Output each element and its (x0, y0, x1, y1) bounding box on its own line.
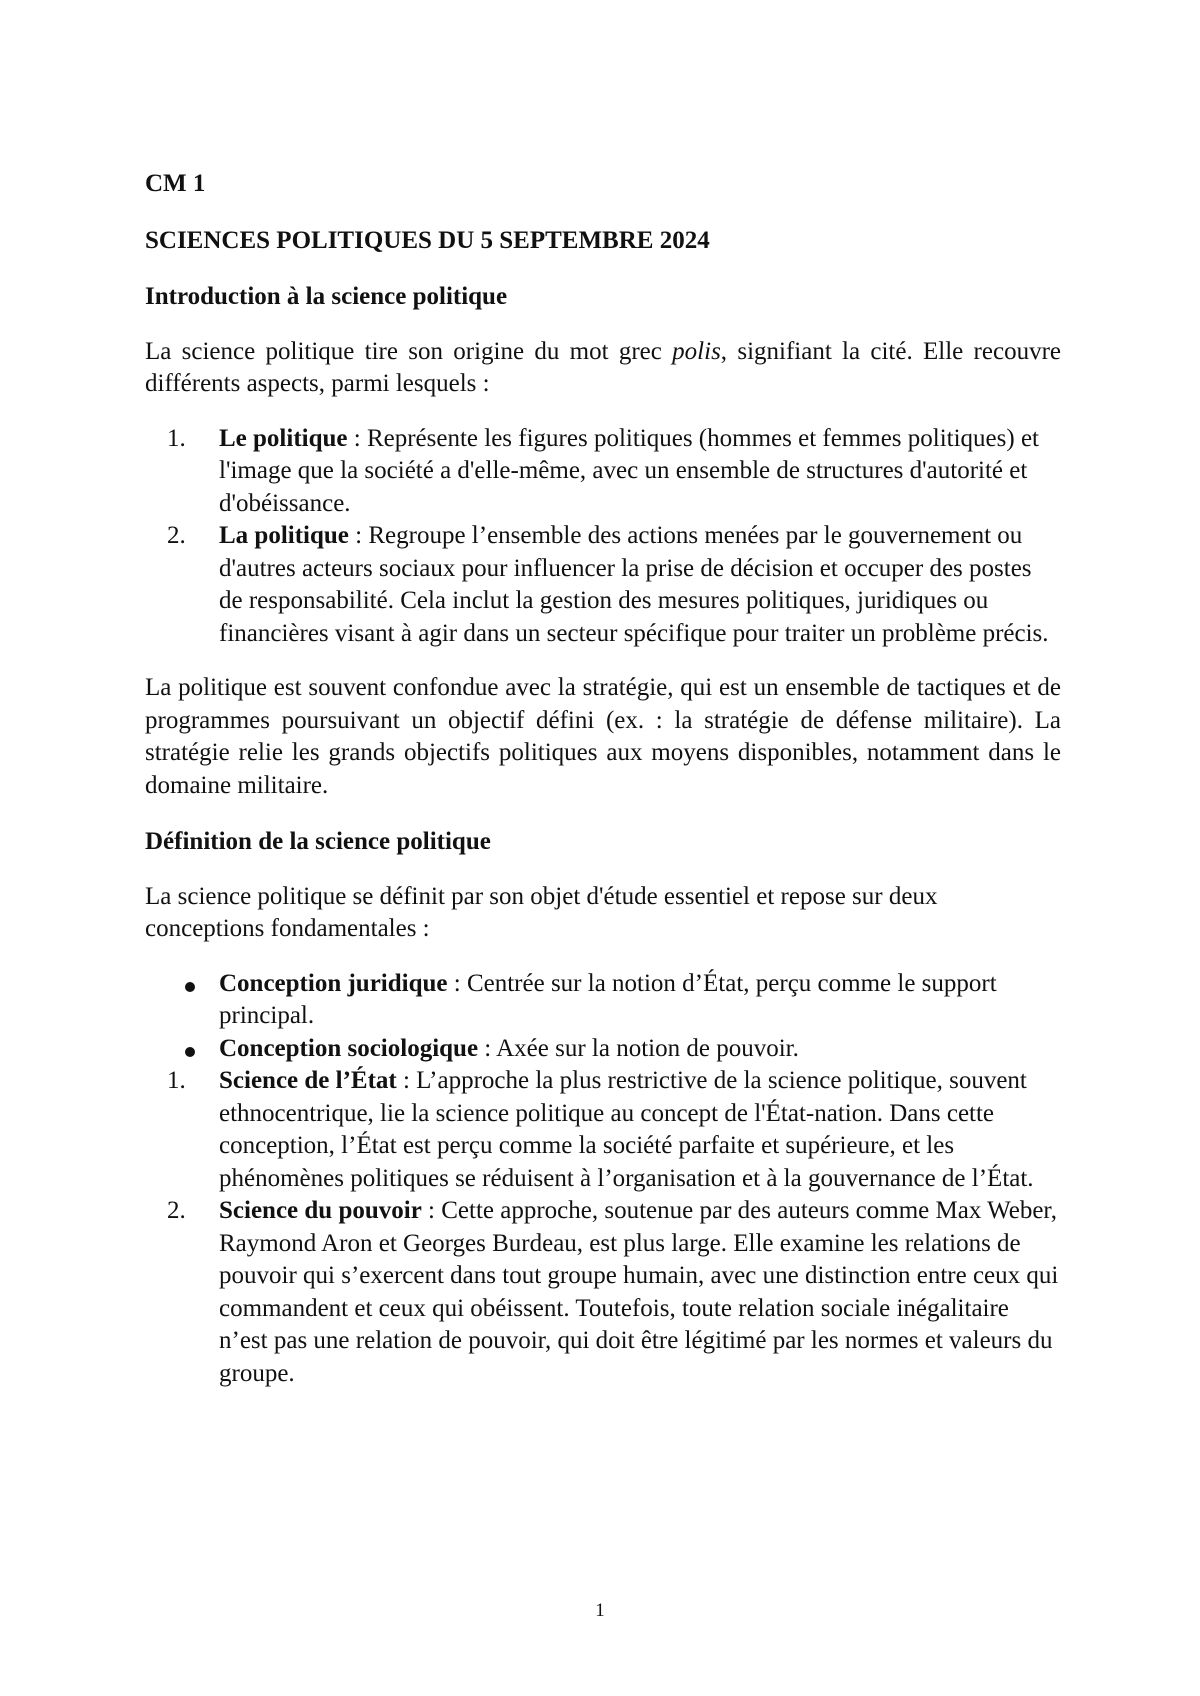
definition-paragraph: La science politique se définit par son objet d'étude essentiel et repose sur deux conceptions fondamentales : (145, 882, 938, 942)
strategy-paragraph: La politique est souvent confondue avec la stratégie, qui est un ensemble de tactiques et de programmes poursuivant un objectif défini (ex. : la stratégie de défense militaire). La stratégie relie les grands objectifs politiques aux moyens disponibles, notamment dans le domaine militaire. (145, 674, 1061, 799)
bullet-dot (185, 982, 195, 992)
list-item-text: : Représente les figures politiques (hommes et femmes politiques) et l'image que la société a d'elle-même, avec un ensemble de structures d'autorité et d'obéissance. (219, 424, 1040, 517)
bullet-item (145, 1033, 1061, 1066)
list-marker: 2. (167, 522, 186, 549)
list-item (145, 423, 1061, 521)
bullet-text: : Axée sur la notion de pouvoir. (478, 1034, 799, 1062)
definition-heading: Définition de la science politique (145, 828, 491, 855)
list-item-text: : L’approche la plus restrictive de la science politique, souvent ethnocentrique, lie la science politique au concept de l'État-nation. Dans cette conception, l’État est perçu comme la société parfaite et supérieure, et les phénomènes politiques se réduisent à l’organisation et à la gouvernance de l’État. (219, 1067, 1034, 1192)
cm-label: CM 1 (145, 170, 206, 197)
page-number: 1 (595, 1600, 605, 1621)
list-item-term: Science de l’État (219, 1067, 397, 1094)
intro-italic-word: polis (672, 337, 721, 365)
bullet-term: Conception juridique (219, 969, 448, 997)
bullet-item (145, 968, 1061, 1033)
intro-numbered-list (145, 423, 1061, 651)
list-item-term: Le politique (219, 424, 348, 452)
intro-text-start: La science politique tire son origine du mot grec (145, 337, 673, 365)
list-item-term: La politique (219, 522, 349, 549)
course-title: SCIENCES POLITIQUES DU 5 SEPTEMBRE 2024 (145, 226, 710, 254)
definition-bullet-list (145, 968, 1061, 1066)
list-item (145, 1065, 1061, 1195)
list-item-text: : Cette approche, soutenue par des auteurs comme Max Weber, Raymond Aron et Georges Burdeau, est plus large. Elle examine les relations de pouvoir qui s’exercent dans tout groupe humain, avec une distinction entre ceux qui commandent et ceux qui obéissent. Toutefois, toute relation sociale inégalitaire n’est pas une relation de pouvoir, qui doit être légitimé par les normes et valeurs du groupe. (219, 1197, 1059, 1387)
bullet-text: : Centrée sur la notion d’État, perçu comme le support principal. (219, 969, 997, 1029)
intro-text-end: , signifiant la cité. Elle recouvre différents aspects, parmi lesquels : (145, 337, 1061, 397)
list-item-term: Science du pouvoir (219, 1197, 422, 1224)
page-content (145, 168, 1061, 1390)
list-item (145, 1195, 1061, 1390)
bullet-dot (185, 1047, 195, 1057)
list-marker: 2. (167, 1197, 186, 1224)
list-marker: 1. (167, 1067, 186, 1094)
intro-paragraph (145, 336, 1061, 401)
list-marker: 1. (167, 424, 186, 452)
intro-heading: Introduction à la science politique (145, 283, 508, 310)
list-item (145, 520, 1061, 650)
bullet-term: Conception sociologique (219, 1034, 479, 1062)
definition-numbered-list (145, 1065, 1061, 1390)
list-item-text: : Regroupe l’ensemble des actions menées par le gouvernement ou d'autres acteurs sociaux pour influencer la prise de décision et occuper des postes de responsabilité. Cela inclut la gestion des mesures politiques, juridiques ou financières visant à agir dans un secteur spécifique pour traiter un problème précis. (219, 522, 1049, 647)
